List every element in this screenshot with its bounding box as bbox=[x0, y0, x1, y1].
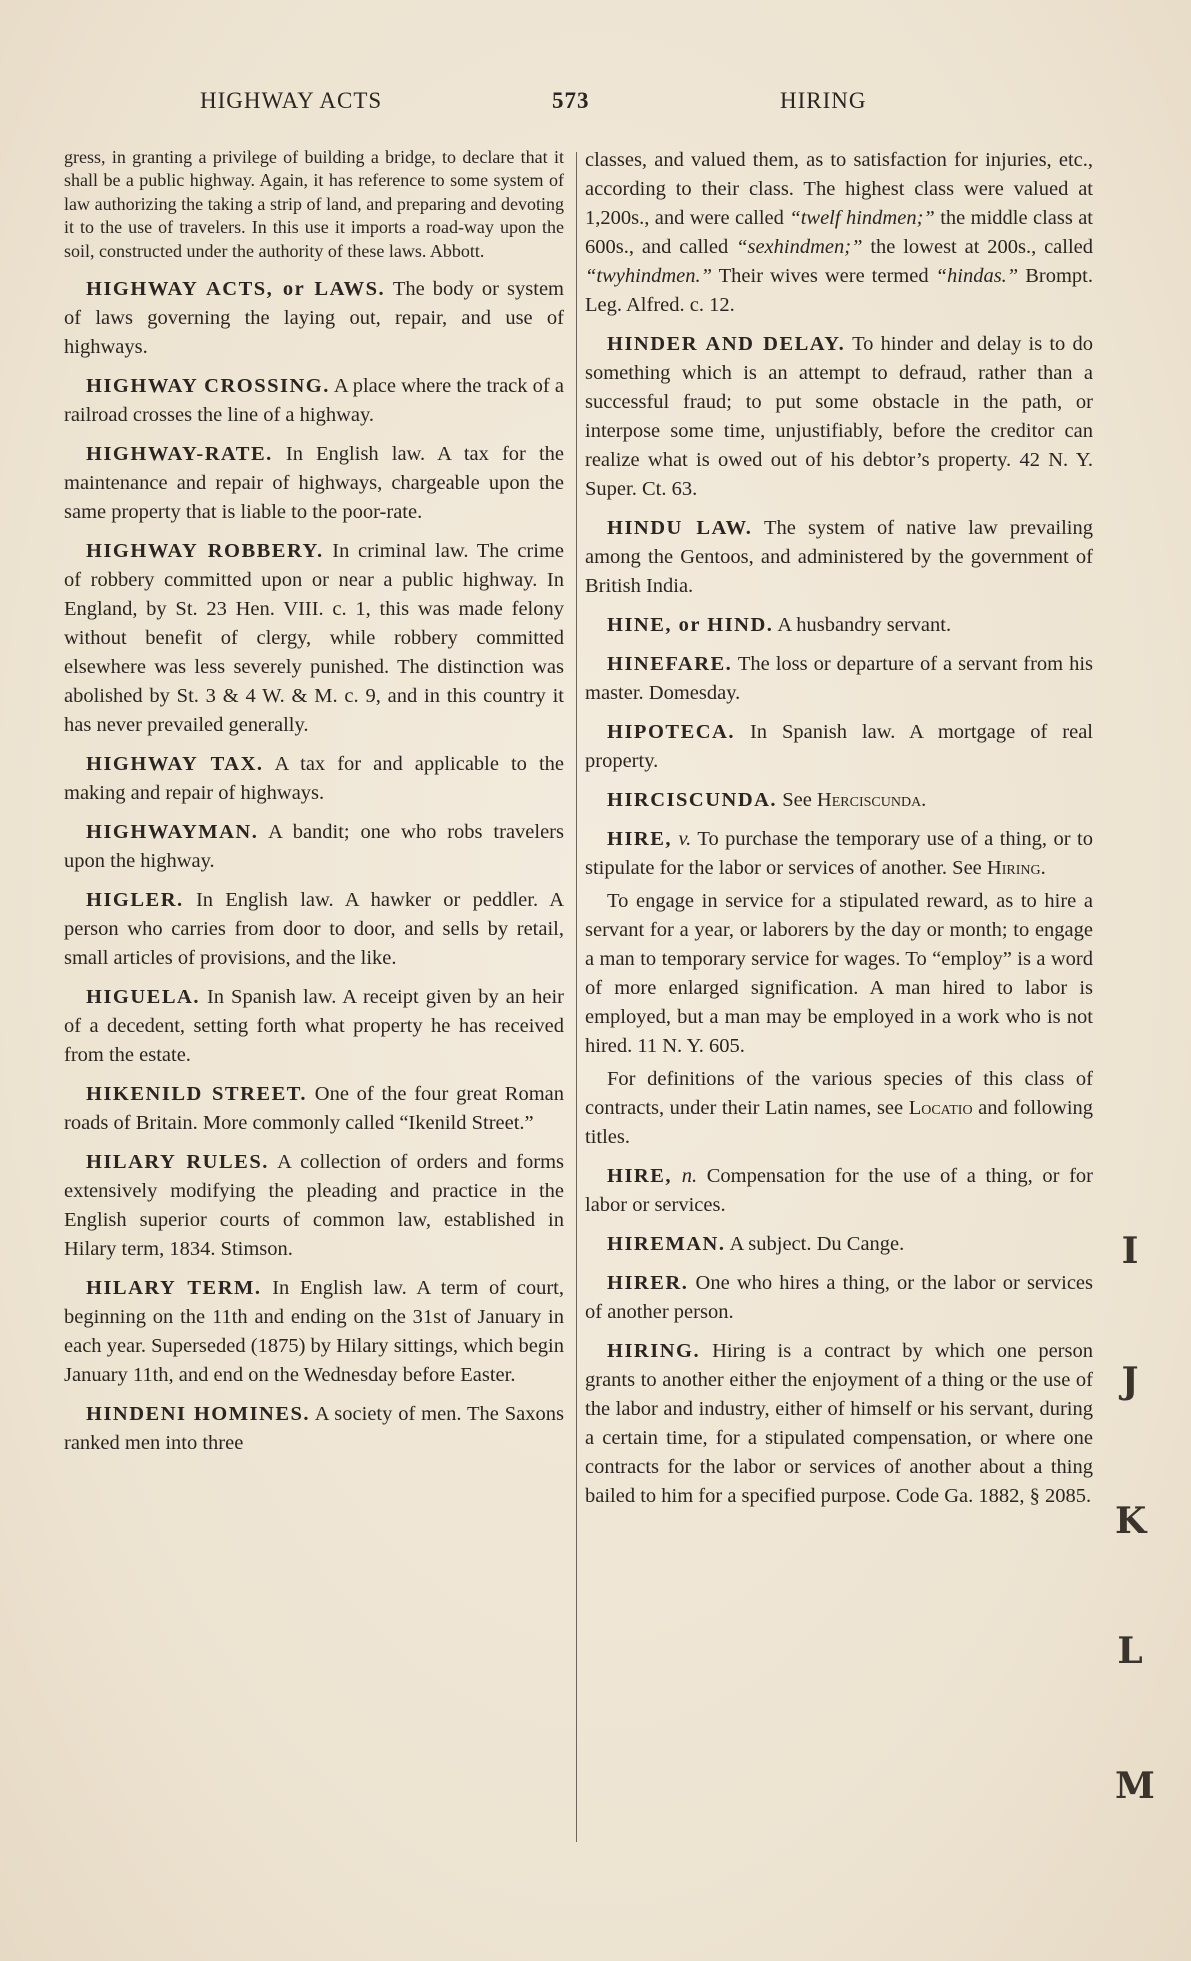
continuation-term-italic: “twyhindmen.” bbox=[585, 265, 712, 287]
continuation-text: Brompt. Leg. Alfred. c. 12. bbox=[585, 265, 1093, 316]
entry-definition: A husbandry servant. bbox=[777, 614, 952, 636]
entry-term: HINDER AND DELAY. bbox=[607, 333, 846, 355]
entry-definition: In English law. A term of court, beginning on the 11th and ending on the 31st of January in each year. Superseded (1875) by Hilary sittings, which begin January 11th, and end on the Wednesday before Easter. bbox=[64, 1277, 565, 1387]
entry-highway-robbery bbox=[64, 537, 564, 740]
right-continuation bbox=[585, 146, 1093, 320]
entry-definition: A place where the track of a railroad crosses the line of a highway. bbox=[64, 375, 565, 427]
thumb-index bbox=[1115, 0, 1155, 1961]
entry-term: HINDU LAW. bbox=[607, 517, 753, 539]
paragraph-text: For definitions of the various species of this class of contracts, under their Latin names, see bbox=[585, 1068, 1093, 1119]
entry-definition: One who hires a thing, or the labor or services of another person. bbox=[585, 1272, 1094, 1323]
entry-highwayman bbox=[64, 818, 564, 876]
entry-definition: In Spanish law. A mortgage of real property. bbox=[585, 721, 1093, 772]
entry-definition: Hiring is a contract by which one person grants to another either the enjoyment of a thing or the use of the labor and industry, either of himself or his servant, during a certain time, for a stipulated compensation, or where one contracts for the labor or services of another about a thing bailed to him for a specified purpose. Code Ga. 1882, § 2085. bbox=[585, 1340, 1093, 1507]
entry-term: HILARY TERM. bbox=[86, 1277, 262, 1300]
entry-term: HIGHWAY CROSSING. bbox=[86, 375, 330, 398]
continuation-text: the lowest at 200s., called bbox=[862, 236, 1094, 258]
entry-hinder-and-delay bbox=[585, 330, 1093, 504]
entry-term: HIRCISCUNDA. bbox=[607, 789, 778, 811]
entry-definition: To hinder and delay is to do something which is an attempt to defraud, rather than a successful fraud; to put some obstacle in the path, or interpose some time, unjustifiably, before the creditor can realize what is owed out of his debtor’s property. 42 N. Y. Super. Ct. 63. bbox=[585, 333, 1093, 500]
entry-hikenild-street bbox=[64, 1080, 564, 1138]
entry-definition: To purchase the temporary use of a thing, or to stipulate for the labor or services of another. See bbox=[585, 828, 1094, 879]
entry-definition: Compensation for the use of a thing, or for labor or services. bbox=[585, 1165, 1094, 1216]
entry-term: HIGHWAY ROBBERY. bbox=[86, 540, 324, 563]
entry-definition: One of the four great Roman roads of Britain. More commonly called “Ikenild Street.” bbox=[64, 1083, 564, 1135]
entry-definition: A collection of orders and forms extensively modifying the pleading and practice in the English superior courts of common law, established in Hilary term, 1834. Stimson. bbox=[64, 1151, 565, 1261]
thumb-tab-k: K bbox=[1115, 1500, 1147, 1542]
entry-term: HINEFARE. bbox=[607, 653, 733, 675]
entry-hilary-rules bbox=[64, 1148, 564, 1264]
entry-hire-noun bbox=[585, 1162, 1093, 1220]
entry-highway-crossing bbox=[64, 372, 564, 430]
entry-hire-verb-paragraph: To engage in service for a stipulated reward, as to hire a servant for a year, or laborers by the day or month; to engage a man to temporary service for wages. To “employ” is a word of more enlarged signification. A man hired to labor is employed, but a man may be employed in a work who is not hired. 11 N. Y. 605. bbox=[585, 890, 1093, 1057]
entry-hiring bbox=[585, 1337, 1093, 1511]
entry-term: HINDENI HOMINES. bbox=[86, 1403, 311, 1426]
entry-hirciscunda bbox=[585, 786, 1093, 815]
entry-definition: In criminal law. The crime of robbery committed upon or near a public highway. In England, by St. 23 Hen. VIII. c. 1, this was made felony without benefit of clergy, while robbery committed elsewhere was less severely punished. The distinction was abolished by St. 3 & 4 W. & M. c. 9, and in this country it has never prevailed generally. bbox=[64, 540, 564, 737]
entry-higuela bbox=[64, 983, 564, 1070]
entry-definition: A subject. Du Cange. bbox=[729, 1233, 905, 1255]
continuation-text: classes, and valued them, as to satisfaction for injuries, etc., according to their class. The highest class were valued at 1,200s., and were called bbox=[585, 149, 1093, 229]
entry-term: HIGUELA. bbox=[86, 986, 200, 1009]
entry-definition: The loss or departure of a servant from his master. Domesday. bbox=[585, 653, 1093, 704]
entry-term: HIGLER. bbox=[86, 889, 184, 912]
header-left-term: HIGHWAY ACTS bbox=[200, 88, 383, 113]
entry-hindu-law bbox=[585, 514, 1093, 601]
paragraph-text: and following titles. bbox=[585, 1097, 1094, 1148]
entry-term: HIGHWAYMAN. bbox=[86, 821, 259, 844]
left-column bbox=[64, 146, 564, 1468]
column-divider bbox=[576, 152, 577, 1842]
entry-definition: In Spanish law. A receipt given by an heir of a decedent, setting forth what property he has received from the estate. bbox=[64, 986, 565, 1067]
entry-definition: In English law. A tax for the maintenance and repair of highways, chargeable upon the same property that is liable to the poor-rate. bbox=[64, 443, 565, 524]
entry-term: HIRER. bbox=[607, 1272, 689, 1294]
cross-reference: Locatio bbox=[908, 1097, 973, 1119]
entry-term: HIRING. bbox=[607, 1340, 701, 1362]
entry-term: HIPOTECA. bbox=[607, 721, 735, 743]
part-of-speech: v. bbox=[678, 828, 692, 850]
entry-highway-acts bbox=[64, 275, 564, 362]
entry-hire-verb bbox=[585, 825, 1093, 883]
entry-definition: The system of native law prevailing among the Gentoos, and administered by the government of British India. bbox=[585, 517, 1093, 597]
entry-definition: A tax for and applicable to the making and repair of highways. bbox=[64, 753, 564, 805]
left-continuation: gress, in granting a privilege of building a bridge, to declare that it shall be a public highway. Again, it has reference to some system of law authorizing the taking a strip of land, and preparing and devoting it to the use of travelers. In this use it imports a road-way upon the soil, constructed under the authority of these laws. Abbott. bbox=[64, 147, 564, 261]
thumb-tab-j: J bbox=[1121, 1360, 1139, 1402]
page-number: 573 bbox=[552, 88, 590, 113]
entry-hire-verb-paragraph-2 bbox=[585, 1065, 1093, 1152]
continuation-text: the middle class at 600s., and called bbox=[585, 207, 1094, 258]
entry-definition: In English law. A hawker or peddler. A person who carries from door to door, and sells by retail, small articles of provisions, and the like. bbox=[64, 889, 565, 970]
entry-term: HIGHWAY-RATE. bbox=[86, 443, 273, 466]
entry-highway-tax bbox=[64, 750, 564, 808]
part-of-speech: n. bbox=[681, 1165, 698, 1187]
entry-term: HIRE, bbox=[607, 1165, 673, 1187]
entry-hindeni-homines bbox=[64, 1400, 564, 1458]
continuation-term-italic: “sexhindmen;” bbox=[736, 236, 863, 258]
entry-definition: The body or system of laws governing the laying out, repair, and use of highways. bbox=[64, 278, 564, 359]
continuation-term-italic: “twelf hindmen;” bbox=[789, 207, 935, 229]
continuation-text: Their wives were termed bbox=[712, 265, 936, 287]
continuation-term-italic: “hindas.” bbox=[935, 265, 1019, 287]
entry-term: HINE, or HIND. bbox=[607, 614, 774, 636]
entry-hinefare bbox=[585, 650, 1093, 708]
entry-highway-rate bbox=[64, 440, 564, 527]
entry-hirer bbox=[585, 1269, 1093, 1327]
entry-term: HIGHWAY ACTS, or LAWS. bbox=[86, 278, 386, 301]
running-head bbox=[0, 88, 1191, 128]
thumb-tab-m: M bbox=[1115, 1765, 1155, 1807]
entry-term: HILARY RULES. bbox=[86, 1151, 269, 1174]
entry-definition: A society of men. The Saxons ranked men into three bbox=[64, 1403, 564, 1455]
entry-term: HIKENILD STREET. bbox=[86, 1083, 308, 1106]
thumb-tab-l: L bbox=[1117, 1630, 1143, 1672]
entry-hireman bbox=[585, 1230, 1093, 1259]
entry-hilary-term bbox=[64, 1274, 564, 1390]
entry-term: HIRE, bbox=[607, 828, 673, 850]
entry-higler bbox=[64, 886, 564, 973]
header-right-term: HIRING bbox=[780, 88, 867, 113]
entry-hipoteca bbox=[585, 718, 1093, 776]
cross-reference: Herciscunda. bbox=[816, 789, 927, 811]
right-column bbox=[585, 146, 1093, 1521]
entry-hine bbox=[585, 611, 1093, 640]
cross-reference: Hiring. bbox=[986, 857, 1046, 879]
entry-term: HIREMAN. bbox=[607, 1233, 726, 1255]
see-label: See bbox=[782, 789, 812, 811]
entry-definition: A bandit; one who robs travelers upon the highway. bbox=[64, 821, 564, 873]
entry-term: HIGHWAY TAX. bbox=[86, 753, 264, 776]
thumb-tab-i: I bbox=[1121, 1230, 1139, 1272]
